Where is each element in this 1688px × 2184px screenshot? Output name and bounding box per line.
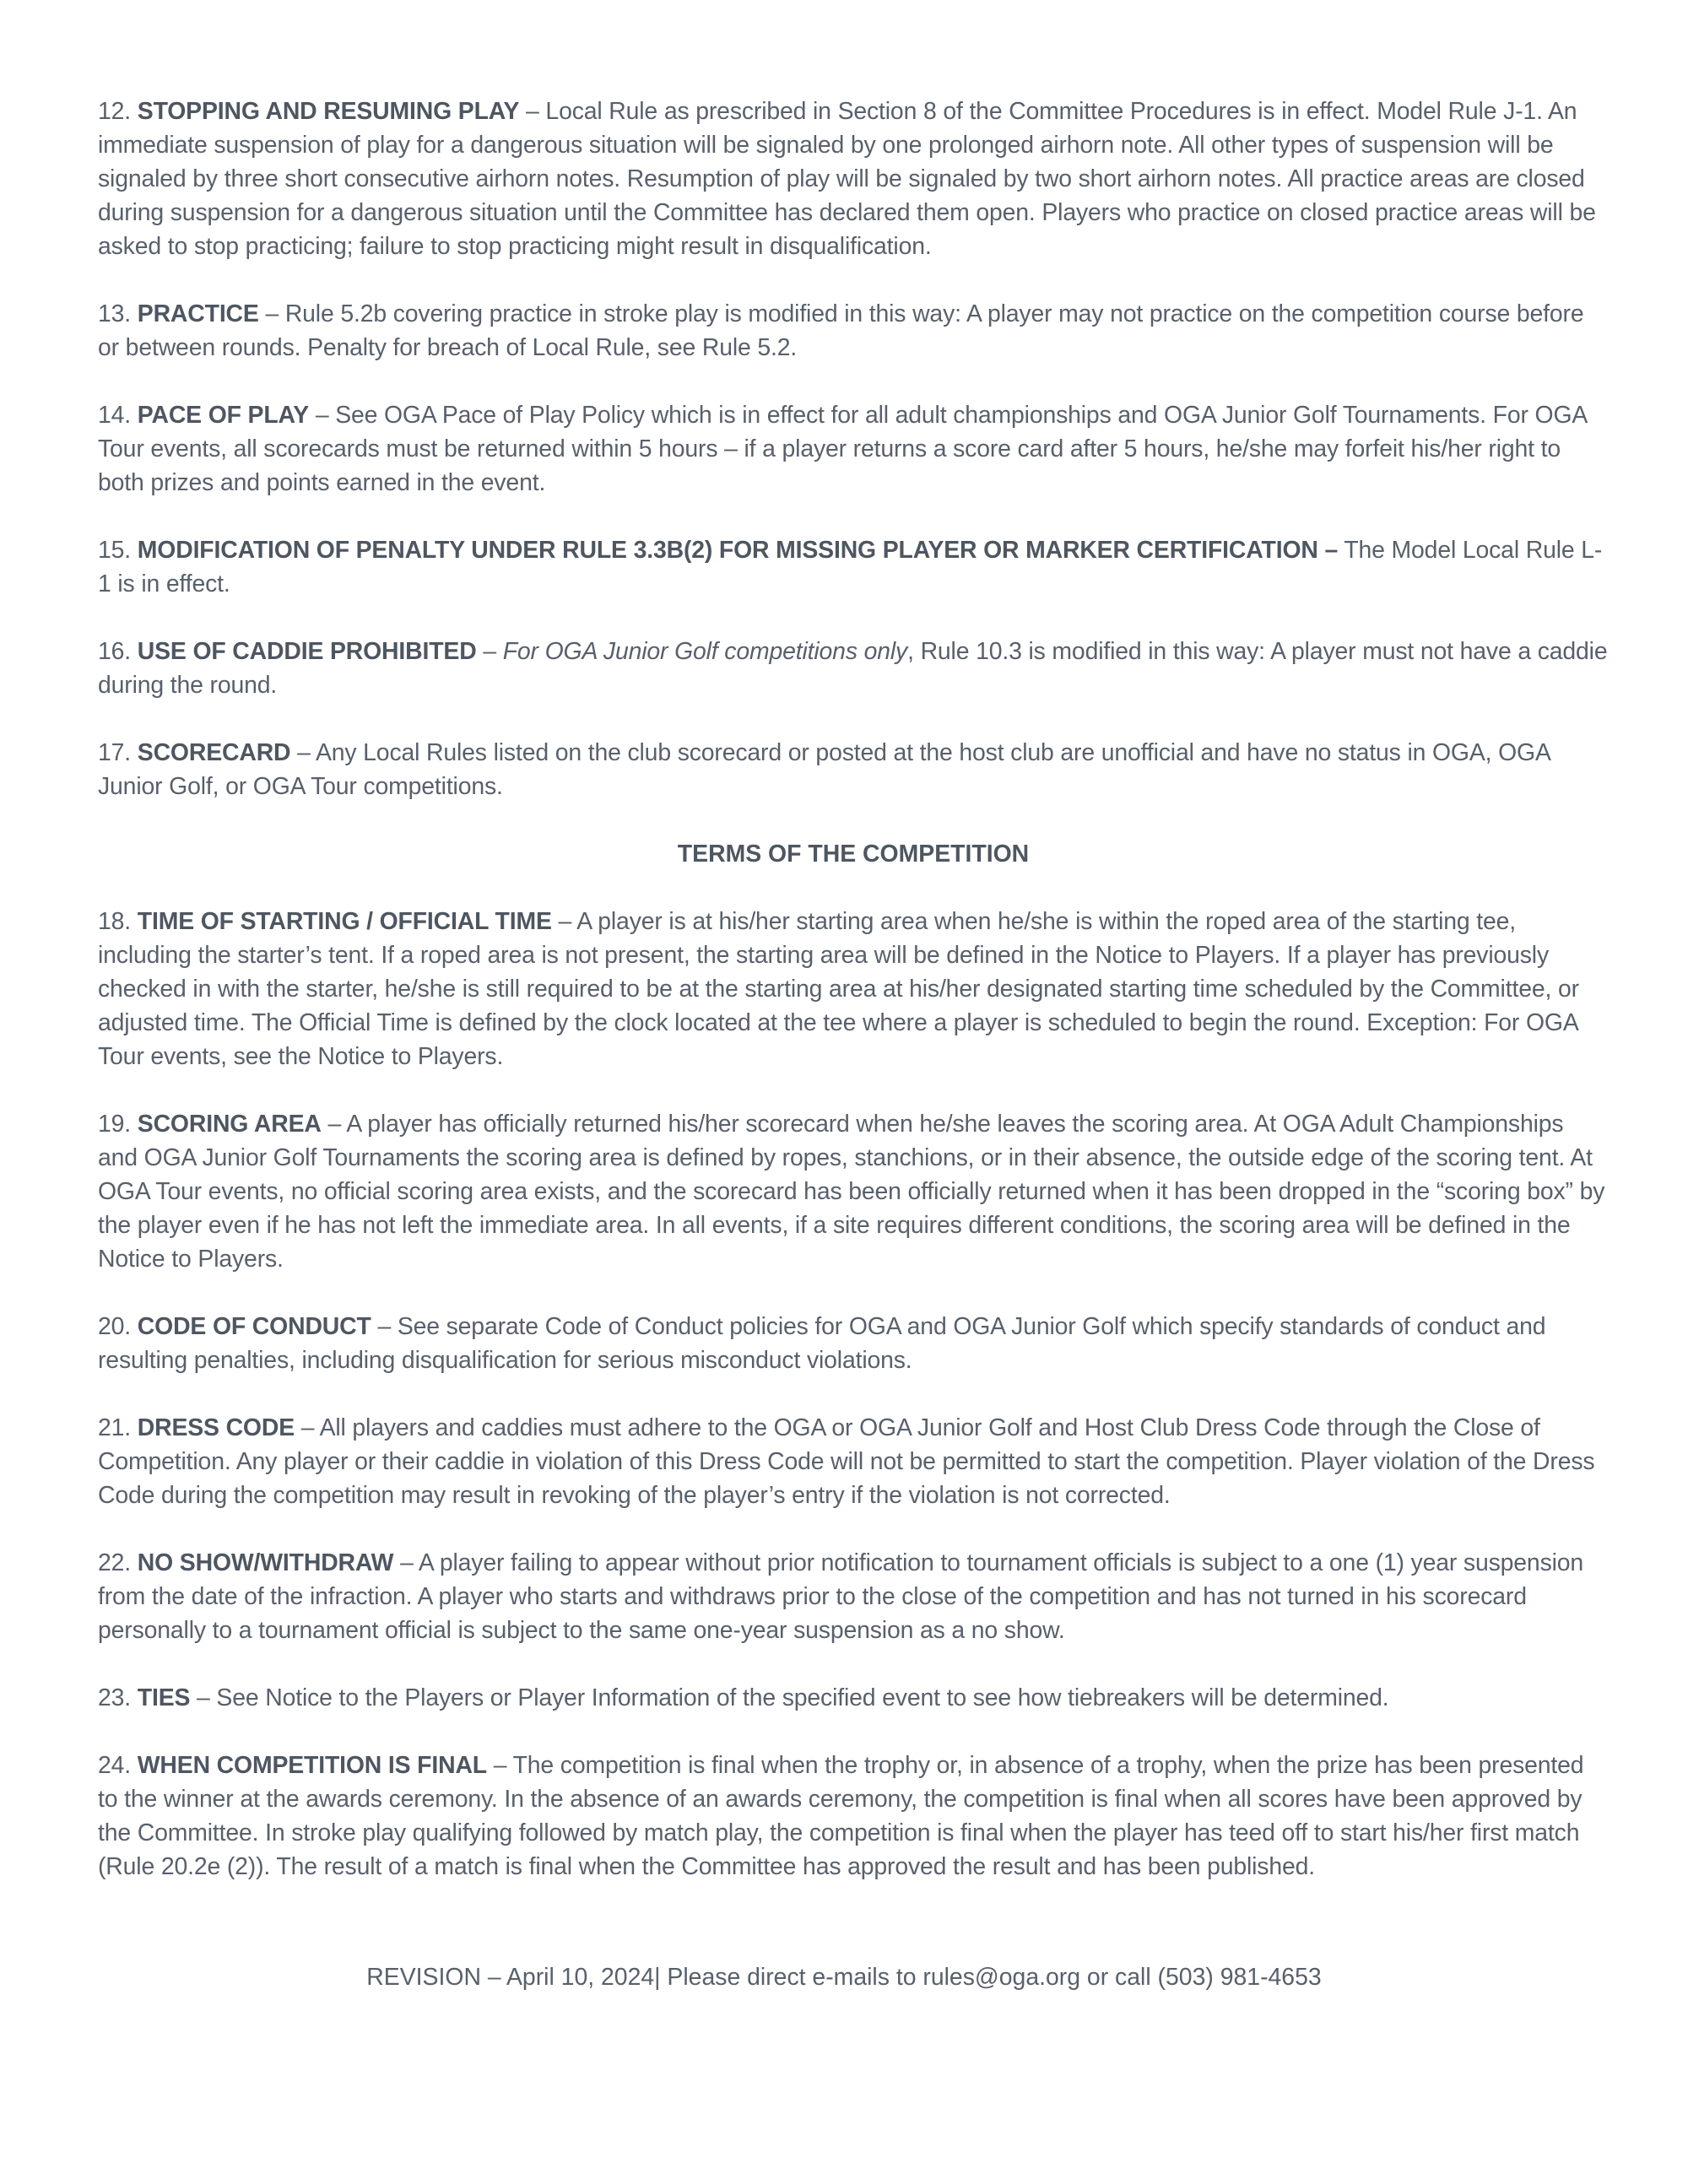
rule-text: – The competition is final when the trophy or, in absence of a trophy, when the prize has been presented to the winner at the awards ceremony. In the absence of an awards ceremony, the competition is final when all scores have been approved by the Committee. In stroke play qualifying followed by match play, the competition is final when the player has teed off to start his/her first match (Rule 20.2e (2)). The result of a match is final when the Committee has approved the result and has been published. xyxy=(98,1752,1584,1880)
rule-17-paragraph xyxy=(98,736,1609,803)
rule-text-italic: For OGA Junior Golf competitions only xyxy=(502,638,908,665)
rule-number: 21. xyxy=(98,1414,132,1441)
section-heading: TERMS OF THE COMPETITION xyxy=(677,841,1030,868)
term-23-paragraph xyxy=(98,1681,1609,1715)
rule-text: – See separate Code of Conduct policies for OGA and OGA Junior Golf which specify standards of conduct and resulting penalties, including disqualification for serious misconduct violations. xyxy=(98,1313,1546,1374)
rule-title: CODE OF CONDUCT xyxy=(137,1313,371,1340)
rule-number: 17. xyxy=(98,739,132,766)
rule-number: 24. xyxy=(98,1752,132,1779)
rule-text: – A player is at his/her starting area when he/she is within the roped area of the starting tee, including the starter’s tent. If a roped area is not present, the starting area will be defined in the Notice to Players. If a player has previously checked in with the starter, he/she is still required to be at the starting area at his/her designated starting time scheduled by the Committee, or adjusted time. The Official Time is defined by the clock located at the tee where a player is scheduled to begin the round. Exception: For OGA Tour events, see the Notice to Players. xyxy=(98,908,1579,1070)
document-page xyxy=(98,95,1609,1917)
rule-number: 18. xyxy=(98,908,132,935)
rule-title: DRESS CODE xyxy=(137,1414,295,1441)
rule-text: The Model Local Rule L-1 is in effect. xyxy=(98,537,1603,597)
term-21-paragraph xyxy=(98,1411,1609,1512)
term-24-paragraph xyxy=(98,1749,1609,1884)
rule-text: – See OGA Pace of Play Policy which is in effect for all adult championships and OGA Junior Golf Tournaments. For OGA Tour events, all scorecards must be returned within 5 hours – if a player returns a score card after 5 hours, he/she may forfeit his/her right to both prizes and points earned in the event. xyxy=(98,402,1587,496)
rule-text: – Rule 5.2b covering practice in stroke play is modified in this way: A player may not practice on the competition course before or between rounds. Penalty for breach of Local Rule, see Rule 5.2. xyxy=(98,300,1584,361)
rule-15-paragraph xyxy=(98,533,1609,601)
term-20-paragraph xyxy=(98,1310,1609,1377)
rule-title: SCORECARD xyxy=(137,739,291,766)
term-19-paragraph xyxy=(98,1107,1609,1276)
rule-number: 20. xyxy=(98,1313,132,1340)
rule-number: 23. xyxy=(98,1684,132,1711)
rule-title: WHEN COMPETITION IS FINAL xyxy=(137,1752,487,1779)
rule-16-paragraph xyxy=(98,635,1609,702)
term-18-paragraph xyxy=(98,905,1609,1073)
rule-text: – Any Local Rules listed on the club scorecard or posted at the host club are unofficial and have no status in OGA, OGA Junior Golf, or OGA Tour competitions. xyxy=(98,739,1550,800)
rule-text: – A player has officially returned his/her scorecard when he/she leaves the scoring area. At OGA Adult Championships and OGA Junior Golf Tournaments the scoring area is defined by ropes, stanchions, or in their absence, the outside edge of the scoring tent. At OGA Tour events, no official scoring area exists, and the scorecard has been officially returned when it has been dropped in the “scoring box” by the player even if he has not left the immediate area. In all events, if a site requires different conditions, the scoring area will be defined in the Notice to Players. xyxy=(98,1111,1605,1273)
rule-title: TIME OF STARTING / OFFICIAL TIME xyxy=(137,908,552,935)
rule-number: 15. xyxy=(98,537,132,564)
rule-text: – See Notice to the Players or Player Information of the specified event to see how tiebreakers will be determined. xyxy=(190,1684,1389,1711)
rule-number: 13. xyxy=(98,300,132,327)
rule-12-paragraph xyxy=(98,95,1609,263)
rule-number: 12. xyxy=(98,98,132,125)
rule-title: MODIFICATION OF PENALTY UNDER RULE 3.3B(2) FOR MISSING PLAYER OR MARKER CERTIFICATION – xyxy=(137,537,1339,564)
rule-14-paragraph xyxy=(98,398,1609,500)
rule-title: USE OF CADDIE PROHIBITED xyxy=(137,638,477,665)
rule-text: , Rule 10.3 is modified in this way: A player must not have a caddie during the round. xyxy=(98,638,1608,699)
rule-title: TIES xyxy=(137,1684,191,1711)
rule-number: 22. xyxy=(98,1549,132,1576)
rule-number: 19. xyxy=(98,1111,132,1138)
rule-title: STOPPING AND RESUMING PLAY xyxy=(137,98,520,125)
rule-title: PRACTICE xyxy=(137,300,259,327)
rule-title: PACE OF PLAY xyxy=(137,402,310,429)
rule-number: 16. xyxy=(98,638,132,665)
rule-text-dash: – xyxy=(476,638,503,665)
rule-title: NO SHOW/WITHDRAW xyxy=(137,1549,394,1576)
rule-text: – A player failing to appear without prior notification to tournament officials is subject to a one (1) year suspension from the date of the infraction. A player who starts and withdraws prior to the close of the competition and has not turned in his scorecard personally to a tournament official is subject to the same one-year suspension as a no show. xyxy=(98,1549,1584,1644)
revision-footer: REVISION – April 10, 2024| Please direct e-mails to rules@oga.org or call (503) 981-4653 xyxy=(366,1964,1322,1991)
rule-number: 14. xyxy=(98,402,132,429)
term-22-paragraph xyxy=(98,1546,1609,1647)
rule-text: – Local Rule as prescribed in Section 8 of the Committee Procedures is in effect. Model Rule J-1. An immediate suspension of play for a dangerous situation will be signaled by one prolonged airhorn note. All other types of suspension will be signaled by three short consecutive airhorn notes. Resumption of play will be signaled by two short airhorn notes. All practice areas are closed during suspension for a dangerous situation until the Committee has declared them open. Players who practice on closed practice areas will be asked to stop practicing; failure to stop practicing might result in disqualification. xyxy=(98,98,1596,260)
rule-text: – All players and caddies must adhere to the OGA or OGA Junior Golf and Host Club Dress Code through the Close of Competition. Any player or their caddie in violation of this Dress Code will not be permitted to start the competition. Player violation of the Dress Code during the competition may result in revoking of the player’s entry if the violation is not corrected. xyxy=(98,1414,1595,1509)
rule-13-paragraph xyxy=(98,297,1609,365)
rule-title: SCORING AREA xyxy=(137,1111,322,1138)
